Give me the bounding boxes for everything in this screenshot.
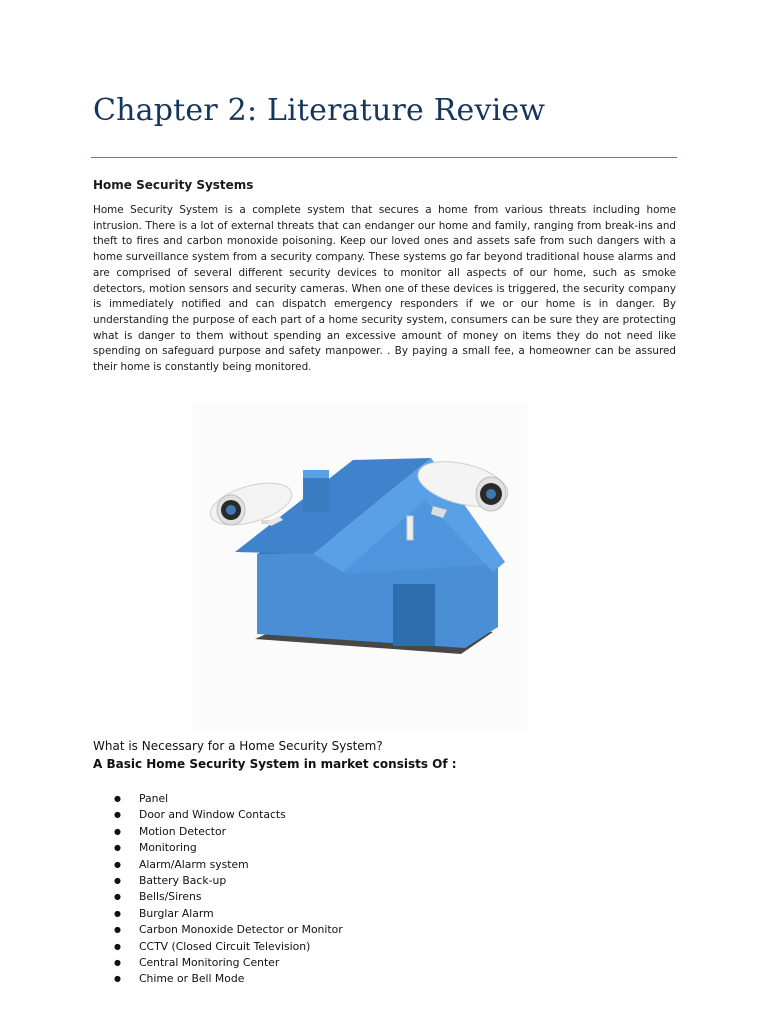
house-security-illustration	[193, 402, 527, 730]
list-item: ● CCTV (Closed Circuit Television)	[93, 939, 593, 955]
list-item: ● Carbon Monoxide Detector or Monitor	[93, 922, 593, 938]
list-item: ● Monitoring	[93, 840, 593, 856]
house-security-figure	[193, 402, 527, 730]
components-heading: A Basic Home Security System in market consists Of :	[93, 757, 457, 771]
house-chimney	[303, 474, 329, 512]
bullet-icon: ●	[114, 925, 121, 935]
component-list	[93, 791, 593, 988]
list-item: ● Battery Back-up	[93, 873, 593, 889]
bullet-icon: ●	[114, 892, 121, 902]
question-heading: What is Necessary for a Home Security System?	[93, 739, 383, 753]
bullet-icon: ●	[114, 859, 121, 869]
bullet-icon: ●	[114, 908, 121, 918]
list-item: ● Chime or Bell Mode	[93, 971, 593, 987]
list-item: ● Bells/Sirens	[93, 889, 593, 905]
bullet-icon: ●	[114, 974, 121, 984]
list-item: ● Door and Window Contacts	[93, 807, 593, 823]
list-item: ● Central Monitoring Center	[93, 955, 593, 971]
list-item: ● Burglar Alarm	[93, 906, 593, 922]
bullet-icon: ●	[114, 826, 121, 836]
body-paragraph: Home Security System is a complete system that secures a home from various threats including home intrusion. There is a lot of external threats that can endanger our home and family, ranging from break-ins and theft to fires and carbon monoxide poisoning. Keep our loved ones and assets safe from such dangers with a home surveillance system from a security company. These systems go far beyond traditional house alarms and are comprised of several different security devices to monitor all aspects of our home, such as smoke detectors, motion sensors and security cameras. When one of these devices is triggered, the security company is immediately notified and can dispatch emergency responders if we or our home is in danger. By understanding the purpose of each part of a home security system, consumers can be sure they are protecting what is danger to them without spending an excessive amount of money on items they do not need like spending on safeguard purpose and safety manpower. . By paying a small fee, a homeowner can be assured their home is constantly being monitored.	[93, 204, 676, 374]
section-heading: Home Security Systems	[93, 178, 254, 192]
chapter-title: Chapter 2: Literature Review	[93, 93, 546, 128]
bullet-icon: ●	[114, 794, 121, 803]
list-item: ● Alarm/Alarm system	[93, 857, 593, 873]
bullet-icon: ●	[114, 875, 121, 885]
bullet-icon: ●	[114, 843, 121, 853]
bullet-icon: ●	[114, 810, 121, 820]
list-item: ● Panel	[93, 791, 593, 807]
list-item: ● Motion Detector	[93, 824, 593, 840]
bullet-icon: ●	[114, 941, 121, 951]
house-door	[393, 584, 435, 646]
title-divider	[91, 157, 677, 158]
bullet-icon: ●	[114, 957, 121, 967]
